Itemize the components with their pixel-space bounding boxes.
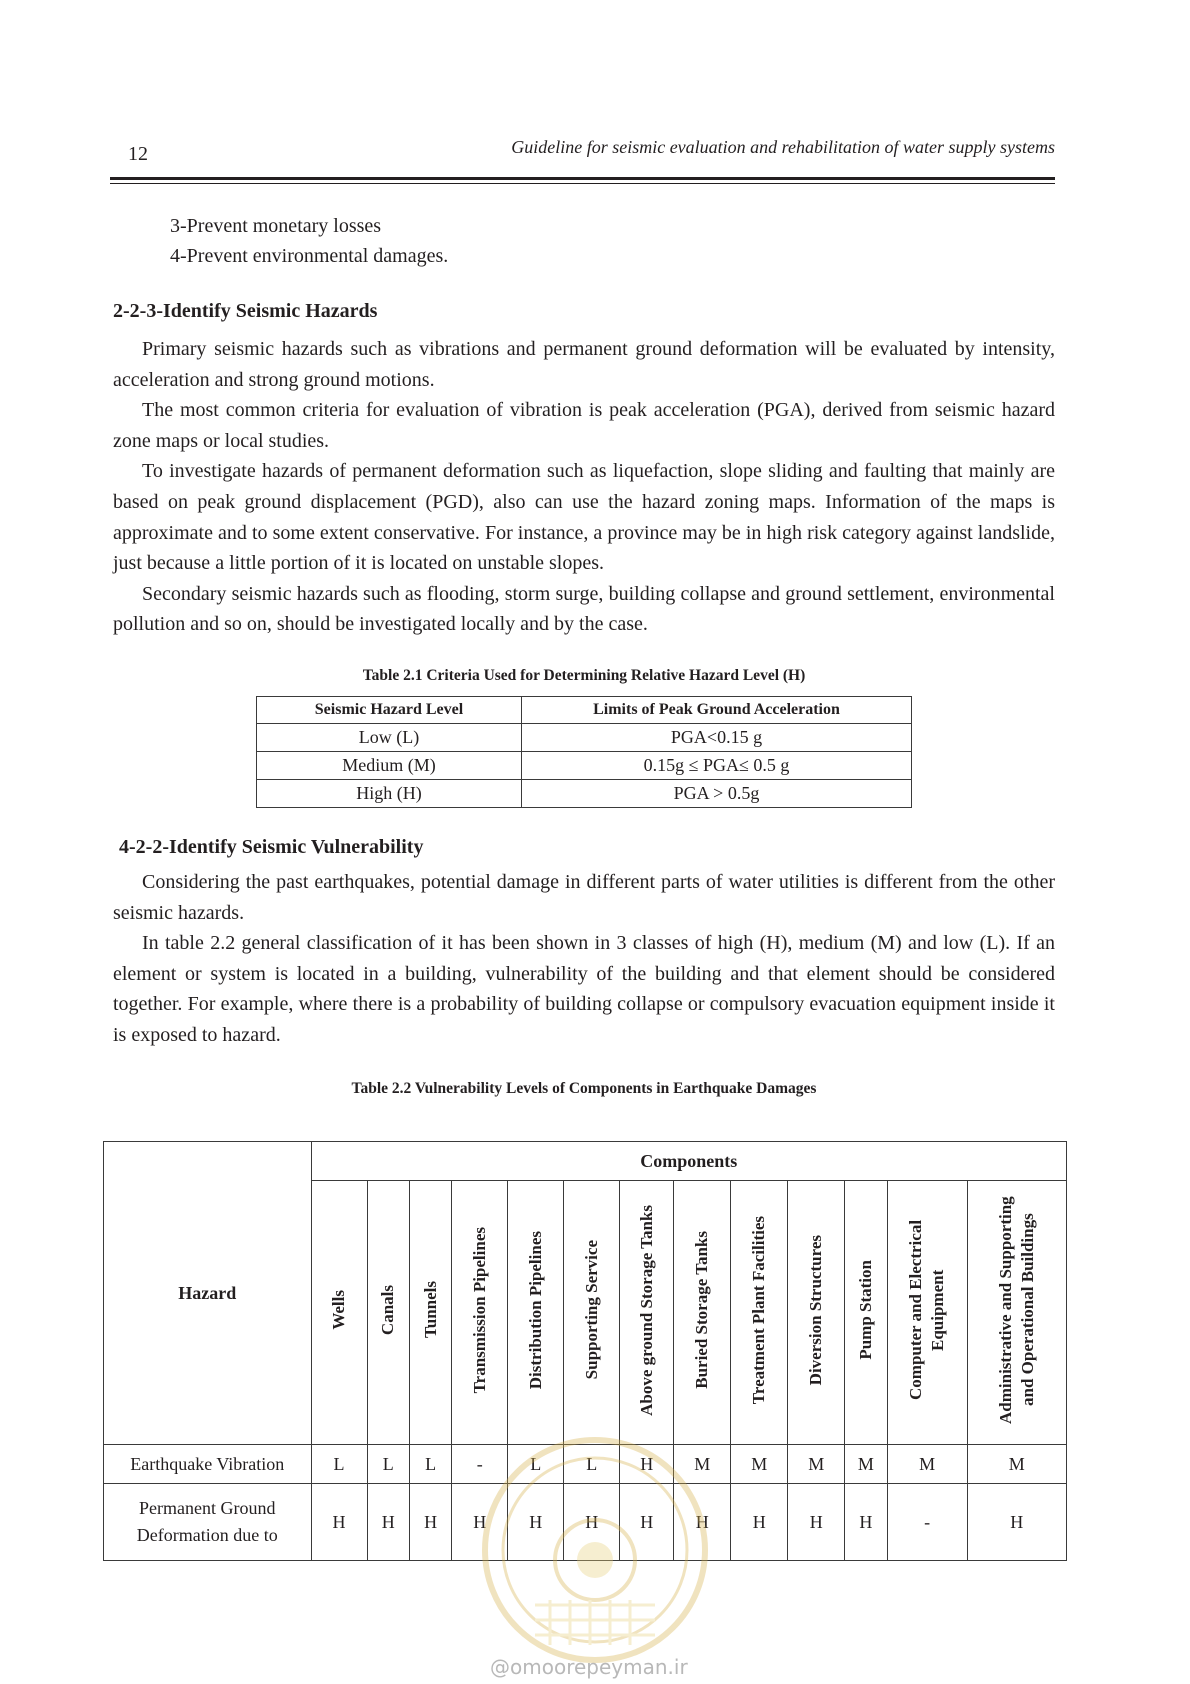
paragraph: Considering the past earthquakes, potential damage in different parts of water utilities is different from the other seismic hazards. — [113, 871, 1055, 924]
table-cell: L — [508, 1445, 564, 1484]
component-label: Pump Station — [855, 1260, 875, 1360]
component-header — [788, 1181, 845, 1445]
component-header — [845, 1181, 887, 1445]
table-cell: L — [367, 1445, 409, 1484]
table-cell: H — [788, 1484, 845, 1561]
table-cell: M — [967, 1445, 1066, 1484]
table-cell: H — [967, 1484, 1066, 1561]
section-heading-seismic-hazards: 2-2-3-Identify Seismic Hazards — [113, 300, 378, 322]
running-header: Guideline for seismic evaluation and rehabilitation of water supply systems — [511, 137, 1055, 157]
component-label: Buried Storage Tanks — [692, 1231, 712, 1389]
table-cell: Low (L) — [257, 724, 522, 752]
component-label: Computer and Electrical Equipment — [906, 1219, 948, 1401]
list-item: 3-Prevent monetary losses — [170, 215, 382, 237]
table-cell: 0.15g ≤ PGA≤ 0.5 g — [522, 752, 912, 780]
table-cell: M — [887, 1445, 967, 1484]
table-cell: H — [367, 1484, 409, 1561]
table-cell: H — [508, 1484, 564, 1561]
table-cell: L — [409, 1445, 451, 1484]
table-cell: H — [409, 1484, 451, 1561]
table-cell: L — [564, 1445, 620, 1484]
header-rule — [110, 177, 1055, 180]
component-header — [620, 1181, 674, 1445]
component-label: Diversion Structures — [806, 1234, 826, 1386]
table-cell: H — [564, 1484, 620, 1561]
table-cell: PGA > 0.5g — [522, 780, 912, 808]
row-hazard-label: Earthquake Vibration — [104, 1445, 312, 1484]
component-label: Transmission Pipelines — [469, 1226, 489, 1394]
table-header-row — [257, 697, 912, 724]
table-row — [257, 780, 912, 808]
table-row — [257, 752, 912, 780]
table-cell: M — [674, 1445, 731, 1484]
component-label: Treatment Plant Facilities — [749, 1215, 769, 1405]
table-row — [257, 724, 912, 752]
row-hazard-label: Permanent Ground Deformation due to — [104, 1484, 312, 1561]
column-header: Seismic Hazard Level — [257, 697, 522, 724]
table-cell: H — [452, 1484, 508, 1561]
paragraph: To investigate hazards of permanent deformation such as liquefaction, slope sliding and faulting that mainly are based on peak ground displacement (PGD), also can use the hazard zoning maps. Information of the maps is approximate and to some extent conservative. For instance, a province may be in high risk category against landslide, just because a little portion of it is located on unstable slopes. — [113, 460, 1055, 575]
table-hazard-criteria — [256, 696, 912, 808]
table-cell: H — [311, 1484, 367, 1561]
table-cell: M — [845, 1445, 887, 1484]
table-cell: High (H) — [257, 780, 522, 808]
table-cell: L — [311, 1445, 367, 1484]
component-label: Tunnels — [420, 1281, 440, 1339]
component-header — [508, 1181, 564, 1445]
section-heading-seismic-vulnerability: 4-2-2-Identify Seismic Vulnerability — [119, 836, 424, 858]
table-cell: H — [620, 1484, 674, 1561]
paragraph: Secondary seismic hazards such as flooding, storm surge, building collapse and ground settlement, environmental pollution and so on, should be investigated locally and by the case. — [113, 582, 1055, 636]
section-body-seismic-hazards — [113, 334, 1055, 640]
list-item: 4-Prevent environmental damages. — [170, 245, 449, 267]
component-header — [311, 1181, 367, 1445]
table-cell: H — [674, 1484, 731, 1561]
component-label: Administrative and Supporting and Operational Buildings — [995, 1196, 1037, 1424]
column-header-components: Components — [311, 1142, 1066, 1181]
table-cell: Medium (M) — [257, 752, 522, 780]
component-header — [367, 1181, 409, 1445]
table-cell: M — [788, 1445, 845, 1484]
component-label: Distribution Pipelines — [525, 1230, 545, 1390]
table-cell: M — [731, 1445, 788, 1484]
component-header — [409, 1181, 451, 1445]
component-header — [452, 1181, 508, 1445]
component-label: Above ground Storage Tanks — [636, 1204, 656, 1416]
table-cell: PGA<0.15 g — [522, 724, 912, 752]
table-caption-2-1: Table 2.1 Criteria Used for Determining Relative Hazard Level (H) — [362, 667, 806, 684]
watermark-seal-icon — [475, 1430, 715, 1670]
component-header — [674, 1181, 731, 1445]
table-cell: - — [887, 1484, 967, 1561]
table-header-row — [104, 1142, 1067, 1181]
header-rule-thin — [110, 183, 1055, 184]
table-cell: - — [452, 1445, 508, 1484]
paragraph: Primary seismic hazards such as vibrations and permanent ground deformation will be evaluated by intensity, acceleration and strong ground motions. — [113, 338, 1055, 391]
table-cell: H — [620, 1445, 674, 1484]
column-header: Limits of Peak Ground Acceleration — [522, 697, 912, 724]
component-header — [967, 1181, 1066, 1445]
table-cell: H — [845, 1484, 887, 1561]
watermark-site: @omoorepeyman.ir — [490, 1655, 688, 1679]
section-body-seismic-vulnerability — [113, 867, 1055, 1051]
component-header — [731, 1181, 788, 1445]
column-header-hazard: Hazard — [104, 1142, 312, 1445]
component-header — [564, 1181, 620, 1445]
component-label: Supporting Service — [581, 1240, 601, 1380]
table-cell: H — [731, 1484, 788, 1561]
paragraph: In table 2.2 general classification of it has been shown in 3 classes of high (H), medium (M) and low (L). If an element or system is located in a building, vulnerability of the building and that element should be considered together. For example, where there is a probability of building collapse or compulsory evacuation equipment inside it is exposed to hazard. — [113, 932, 1055, 1046]
page-number: 12 — [128, 143, 148, 165]
component-header — [887, 1181, 967, 1445]
paragraph: The most common criteria for evaluation of vibration is peak acceleration (PGA), derived from seismic hazard zone maps or local studies. — [113, 399, 1055, 452]
table-caption-2-2: Table 2.2 Vulnerability Levels of Components in Earthquake Damages — [351, 1080, 817, 1097]
component-label: Canals — [378, 1284, 398, 1336]
component-label: Wells — [329, 1290, 348, 1330]
